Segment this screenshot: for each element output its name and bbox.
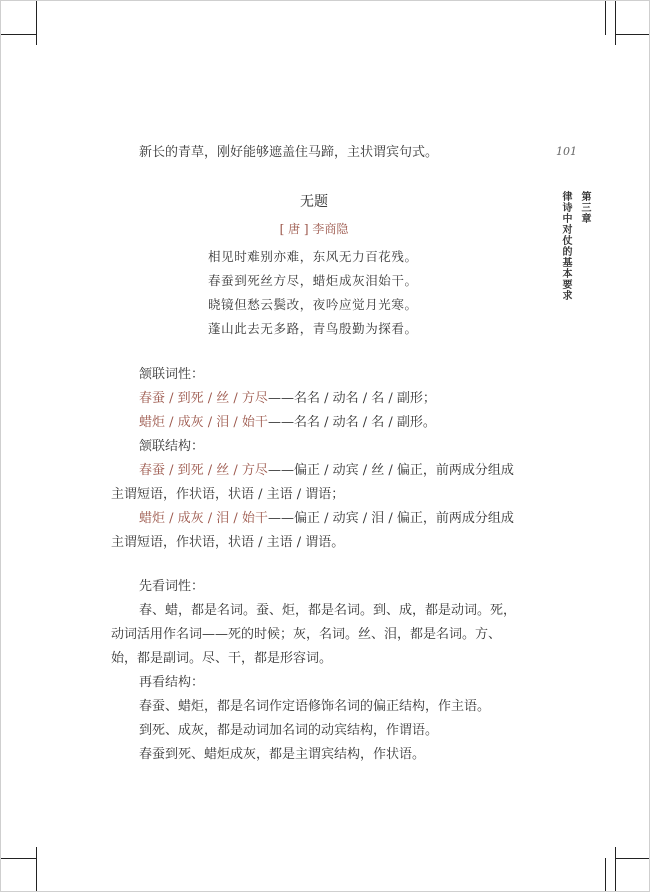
explain-pos-text: 春、蜡，都是名词。蚕、炬，都是名词。到、成，都是动词。死，动词活用作名词——死的时候；灰，名词。丝、泪，都是名词。方、始，都是副词。尽、干，都是形容词。 bbox=[111, 603, 517, 666]
poem-title: 无题 bbox=[300, 194, 328, 210]
struct-line-2-desc: ——偏正 / 动宾 / 泪 / 偏正，前两成分组成主谓短语，作状语，状语 / 主语 / 谓语。 bbox=[111, 511, 514, 550]
crop-mark-top-right-vertical bbox=[605, 1, 606, 35]
crop-mark-bottom-right-vertical bbox=[605, 858, 606, 891]
crop-mark-top-right-vertical-inner bbox=[615, 1, 616, 45]
chapter-label: 第三章 bbox=[579, 191, 590, 224]
explanation-section bbox=[111, 575, 516, 767]
pos-line-1-tags: ——名名 / 动名 / 名 / 副形； bbox=[267, 391, 436, 406]
pos-line-2-tags: ——名名 / 动名 / 名 / 副形。 bbox=[267, 415, 436, 430]
intro-paragraph bbox=[111, 141, 516, 165]
crop-mark-bottom-right-horizontal bbox=[616, 858, 649, 859]
pos-line-2-words: 蜡炬 / 成灰 / 泪 / 始干 bbox=[139, 415, 268, 430]
pos-line-1-words: 春蚕 / 到死 / 丝 / 方尽 bbox=[139, 391, 268, 406]
crop-mark-bottom-right-vertical-inner bbox=[615, 847, 616, 891]
explain-struct-line: 到死、成灰，都是动词加名词的动宾结构，作谓语。 bbox=[139, 723, 439, 738]
struct-line-1-desc: ——偏正 / 动宾 / 丝 / 偏正，前两成分组成主谓短语，作状语，状语 / 主语 / 谓语； bbox=[111, 463, 514, 502]
poem-line: 蓬山此去无多路，青鸟殷勤为探看。 bbox=[208, 321, 418, 336]
crop-mark-top-right-horizontal bbox=[616, 34, 649, 35]
explain-struct-line: 春蚕、蜡炬，都是名词作定语修饰名词的偏正结构，作主语。 bbox=[139, 699, 491, 714]
crop-mark-top-left-horizontal bbox=[1, 34, 36, 35]
poem-body bbox=[208, 245, 418, 341]
pos-line-2 bbox=[111, 411, 516, 435]
struct-heading: 颔联结构： bbox=[139, 439, 205, 454]
couplet-analysis bbox=[111, 363, 516, 555]
intro-line: 新长的青草，刚好能够遮盖住马蹄，主状谓宾句式。 bbox=[139, 145, 439, 160]
crop-mark-bottom-left-horizontal bbox=[1, 858, 36, 859]
poem-author: [ 唐 ] 李商隐 bbox=[279, 222, 349, 236]
struct-line-2-words: 蜡炬 / 成灰 / 泪 / 始干 bbox=[139, 511, 268, 526]
explain-pos-heading: 先看词性： bbox=[139, 579, 205, 594]
struct-line-2 bbox=[111, 507, 516, 555]
pos-heading: 颔联词性： bbox=[139, 367, 205, 382]
chapter-title: 律诗中对仗的基本要求 bbox=[560, 191, 571, 301]
poem-line: 相见时难别亦难，东风无力百花残。 bbox=[208, 249, 418, 264]
explain-struct-heading: 再看结构： bbox=[139, 675, 205, 690]
struct-line-1 bbox=[111, 459, 516, 507]
explain-struct-line: 春蚕到死、蜡炬成灰，都是主谓宾结构，作状语。 bbox=[139, 747, 426, 762]
poem-line: 晓镜但愁云鬓改，夜吟应觉月光寒。 bbox=[208, 297, 418, 312]
struct-line-1-words: 春蚕 / 到死 / 丝 / 方尽 bbox=[139, 463, 268, 478]
crop-mark-top-left-vertical bbox=[36, 1, 37, 45]
poem-line: 春蚕到死丝方尽，蜡炬成灰泪始干。 bbox=[208, 273, 418, 288]
crop-mark-bottom-left-vertical bbox=[36, 847, 37, 891]
pos-line-1 bbox=[111, 387, 516, 411]
page-number: 101 bbox=[556, 145, 577, 158]
